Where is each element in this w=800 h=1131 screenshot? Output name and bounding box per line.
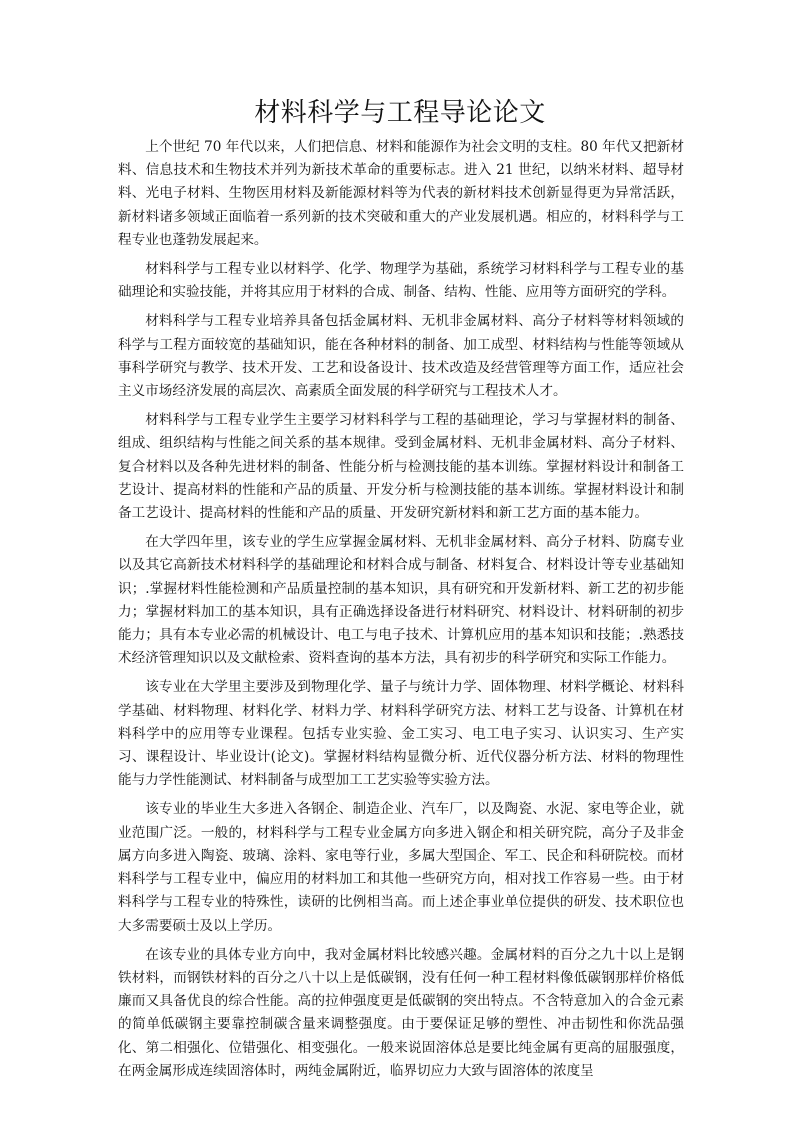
document-title: 材料科学与工程导论论文 — [254, 98, 546, 128]
paragraph-6: 该专业在大学里主要涉及到物理化学、量子与统计力学、固体物理、材料学概论、材料科学基础、材料物理、材料化学、材料力学、材料科学研究方法、材料工艺与设备、计算机在材料科学中的应用等专业课程。包括专业实验、金工实习、电工电子实习、认识实习、生产实习、课程设计、毕业设计(论文)。掌握材料结构显微分析、近代仪器分析方法、材料的物理性能与力学性能测试、材料制备与成型加工工艺实验等实验方法。 — [118, 679, 684, 789]
paragraph-3: 材料科学与工程专业培养具备包括金属材料、无机非金属材料、高分子材料等材料领域的科学与工程方面较宽的基础知识，能在各种材料的制备、加工成型、材料结构与性能等领域从事科学研究与教学、技术开发、工艺和设备设计、技术改造及经营管理等方面工作，适应社会主义市场经济发展的高层次、高素质全面发展的科学研究与工程技术人才。 — [118, 313, 684, 400]
paragraph-2: 材料科学与工程专业以材料学、化学、物理学为基础，系统学习材料科学与工程专业的基础理论和实验技能，并将其应用于材料的合成、制备、结构、性能、应用等方面研究的学科。 — [118, 261, 684, 301]
paragraph-1: 上个世纪 70 年代以来，人们把信息、材料和能源作为社会文明的支柱。80 年代又把新材料、信息技术和生物技术并列为新技术革命的重要标志。进入 21 世纪，以纳米材料、超导材料、光电子材料、生物医用材料及新能源材料等为代表的新材料技术创新显得更为异常活跃，新材料诸多领域正面临着一系列新的技术突破和重大的产业发展机遇。相应的，材料科学与工程专业也蓬勃发展起来。 — [118, 139, 684, 248]
paragraph-5: 在大学四年里，该专业的学生应掌握金属材料、无机非金属材料、高分子材料、防腐专业以及其它高新技术材料科学的基础理论和材料合成与制备、材料复合、材料设计等专业基础知识；.掌握材料性能检测和产品质量控制的基本知识，具有研究和开发新材料、新工艺的初步能力；掌握材料加工的基本知识，具有正确选择设备进行材料研究、材料设计、材料研制的初步能力；具有本专业必需的机械设计、电工与电子技术、计算机应用的基本知识和技能；.熟悉技术经济管理知识以及文献检索、资料查询的基本方法，具有初步的科学研究和实际工作能力。 — [118, 534, 684, 667]
document-body — [118, 136, 684, 1089]
paragraph-8: 在该专业的具体专业方向中，我对金属材料比较感兴趣。金属材料的百分之九十以上是钢铁材料，而钢铁材料的百分之八十以上是低碳钢，没有任何一种工程材料像低碳钢那样价格低廉而又具备优良的综合性能。高的拉伸强度更是低碳钢的突出特点。不含特意加入的合金元素的简单低碳钢主要靠控制碳含量来调整强度。由于要保证足够的塑性、冲击韧性和你洗品强化、第二相强化、位错强化、相变强化。一般来说固溶体总是要比纯金属有更高的屈服强度，在两金属形成连续固溶体时，两纯金属附近，临界切应力大致与固溶体的浓度呈 — [118, 946, 684, 1079]
paragraph-7: 该专业的毕业生大多进入各钢企、制造企业、汽车厂，以及陶瓷、水泥、家电等企业，就业范围广泛。一般的，材料科学与工程专业金属方向多进入钢企和相关研究院，高分子及非金属方向多进入陶瓷、玻璃、涂料、家电等行业，多属大型国企、军工、民企和科研院校。而材料科学与工程专业中，偏应用的材料加工和其他一些研究方向，相对找工作容易一些。由于材料科学与工程专业的特殊性，读研的比例相当高。而上述企事业单位提供的研发、技术职位也大多需要硕士及以上学历。 — [118, 801, 684, 934]
paragraph-4: 材料科学与工程专业学生主要学习材料科学与工程的基础理论，学习与掌握材料的制备、组成、组织结构与性能之间关系的基本规律。受到金属材料、无机非金属材料、高分子材料、复合材料以及各种先进材料的制备、性能分析与检测技能的基本训练。掌握材料设计和制备工艺设计、提高材料的性能和产品的质量、开发分析与检测技能的基本训练。掌握材料设计和制备工艺设计、提高材料的性能和产品的质量、开发研究新材料和新工艺方面的基本能力。 — [118, 412, 684, 522]
